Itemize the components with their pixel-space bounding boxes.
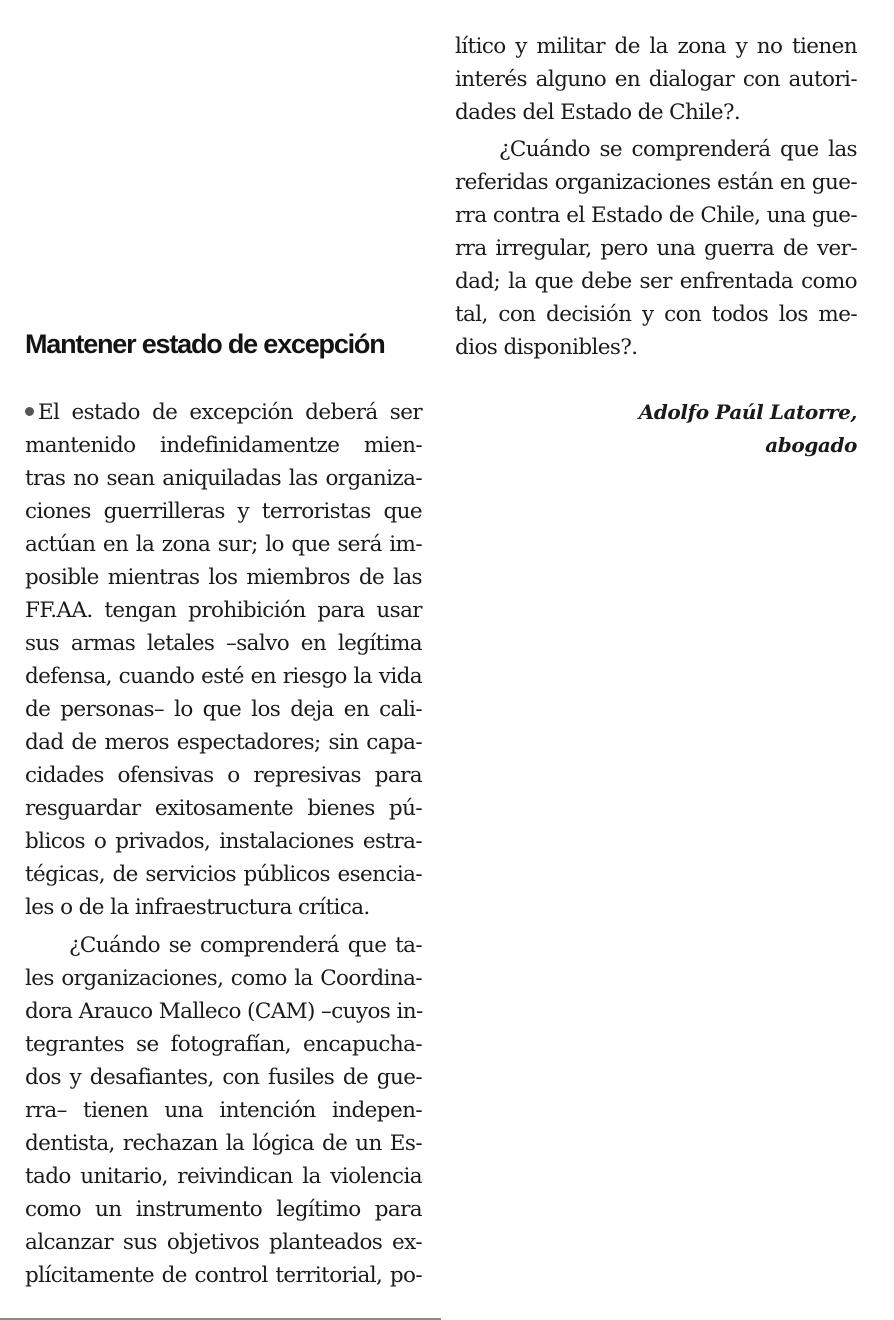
paragraph-line: rra contra el Estado de Chile, una gue- bbox=[455, 203, 857, 228]
paragraph-line: interés alguno en dialogar con autori- bbox=[455, 67, 857, 92]
paragraph-line: dad de meros espectadores; sin capa- bbox=[25, 730, 422, 755]
paragraph-line: alcanzar sus objetivos planteados ex- bbox=[25, 1230, 422, 1255]
paragraph-line: tado unitario, reivindican la violencia bbox=[25, 1164, 422, 1189]
paragraph-line: referidas organizaciones están en gue- bbox=[455, 170, 857, 195]
paragraph-line: les organizaciones, como la Coordina- bbox=[25, 966, 422, 991]
paragraph-line: dora Arauco Malleco (CAM) –cuyos in- bbox=[25, 999, 423, 1024]
paragraph-line: defensa, cuando esté en riesgo la vida bbox=[25, 664, 422, 689]
paragraph-line: dos y desafiantes, con fusiles de gue- bbox=[25, 1065, 422, 1090]
paragraph-line: posible mientras los miembros de las bbox=[25, 565, 422, 590]
paragraph-line: resguardar exitosamente bienes pú- bbox=[25, 796, 422, 821]
paragraph-line: tal, con decisión y con todos los me- bbox=[455, 302, 857, 327]
signature-role: abogado bbox=[765, 433, 857, 457]
paragraph-line: tegrantes se fotografían, encapucha- bbox=[25, 1032, 422, 1057]
paragraph-line: cidades ofensivas o represivas para bbox=[25, 763, 422, 788]
paragraph-line: lítico y militar de la zona y no tienen bbox=[455, 34, 857, 59]
paragraph-line: dentista, rechazan la lógica de un Es- bbox=[25, 1131, 422, 1156]
paragraph-line: El estado de excepción deberá ser bbox=[25, 396, 422, 429]
paragraph-line: dad; la que debe ser enfrentada como bbox=[455, 269, 857, 294]
bullet-icon bbox=[25, 407, 34, 416]
paragraph-line: sus armas letales –salvo en legítima bbox=[25, 631, 422, 656]
signature-name: Adolfo Paúl Latorre, bbox=[638, 400, 857, 424]
paragraph-line: rra– tienen una intención indepen- bbox=[25, 1098, 422, 1123]
paragraph-line: tras no sean aniquiladas las organiza- bbox=[25, 466, 422, 491]
paragraph-line: les o de la infraestructura crítica. bbox=[25, 895, 370, 920]
paragraph-line: como un instrumento legítimo para bbox=[25, 1197, 422, 1222]
paragraph-line: mantenido indefinidamentze mien- bbox=[25, 433, 422, 458]
article-title: Mantener estado de excepción bbox=[25, 329, 385, 359]
paragraph-line: plícitamente de control territorial, po- bbox=[25, 1263, 422, 1288]
paragraph-line: ¿Cuándo se comprenderá que ta- bbox=[69, 933, 422, 958]
paragraph-line: dios disponibles?. bbox=[455, 335, 638, 360]
paragraph-line: ¿Cuándo se comprenderá que las bbox=[499, 137, 857, 162]
paragraph-line: rra irregular, pero una guerra de ver- bbox=[455, 236, 857, 261]
paragraph-line: de personas– lo que los deja en cali- bbox=[25, 697, 422, 722]
paragraph-line: tégicas, de servicios públicos esencia- bbox=[25, 862, 422, 887]
paragraph-line: ciones guerrilleras y terroristas que bbox=[25, 499, 422, 524]
paragraph-line: blicos o privados, instalaciones estra- bbox=[25, 829, 422, 854]
paragraph-line: dades del Estado de Chile?. bbox=[455, 100, 741, 125]
paragraph-line: FF.AA. tengan prohibición para usar bbox=[25, 598, 422, 623]
paragraph-line: actúan en la zona sur; lo que será im- bbox=[25, 532, 422, 557]
